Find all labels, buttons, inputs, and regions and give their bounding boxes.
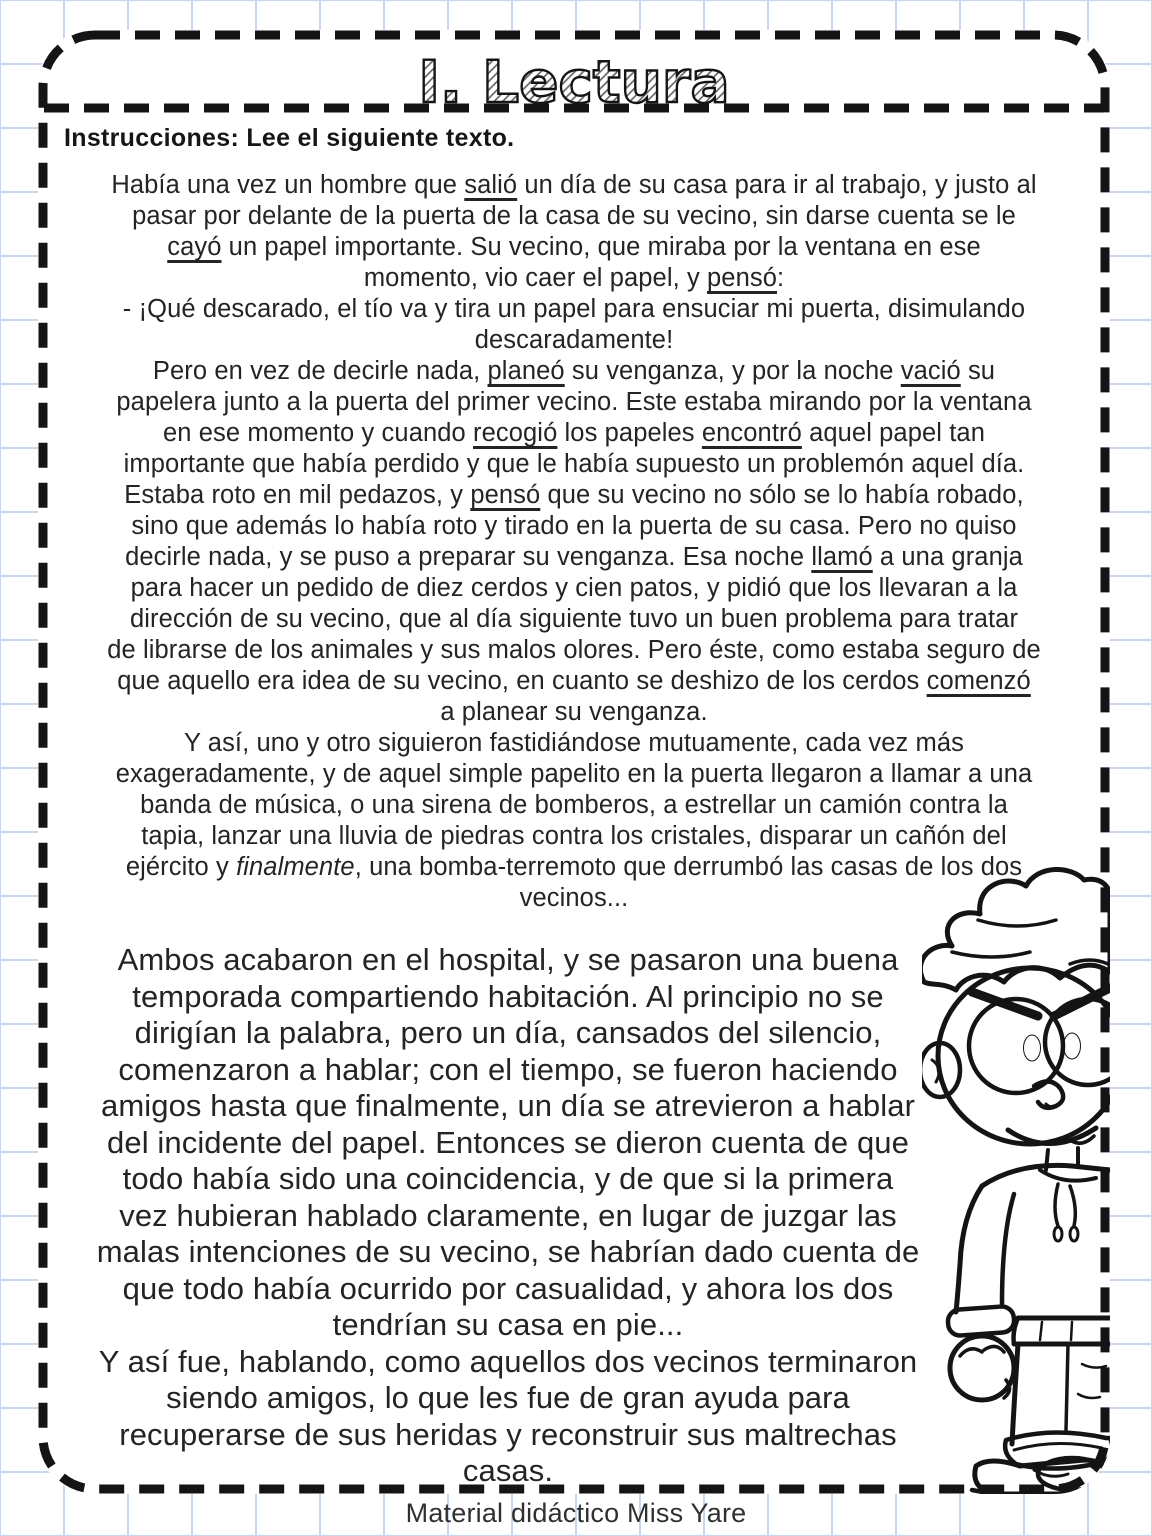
story-line: tapia, lanzar una lluvia de piedras contra los cristales, disparar un cañón del (141, 822, 1007, 850)
story-line: exageradamente, y de aquel simple papelito en la puerta llegaron a llamar a una (115, 760, 1033, 788)
story-line: malas intenciones de su vecino, se habrían dado cuenta de (96, 1234, 920, 1269)
story-line: descaradamente! (474, 326, 674, 354)
story-line: tendrían su casa en pie... (332, 1307, 684, 1342)
story-line: amigos hasta que finalmente, un día se atrevieron a hablar (100, 1088, 916, 1123)
story-line: recuperarse de sus heridas y reconstruir sus maltrechas (119, 1416, 897, 1452)
story-line: vecinos... (519, 884, 629, 912)
story-line: Pero en vez de decirle nada, planeó su venganza, y por la noche vació su (152, 357, 996, 385)
story-line: banda de música, o una sirena de bomberos, a estrellar un camión contra la (140, 791, 1008, 819)
title-band (38, 30, 1110, 116)
story-line: que todo había ocurrido por casualidad, y ahora los dos (122, 1270, 894, 1306)
instructions-label: Instrucciones: Lee el siguiente texto. (64, 124, 515, 152)
story-line: pasar por delante de la puerta de la casa de su vecino, sin darse cuenta se le (132, 202, 1016, 230)
story-line: todo había sido una coincidencia, y de que si la primera (122, 1161, 894, 1196)
story-line: sino que además lo había roto y tirado en la puerta de su casa. Pero no quiso (131, 512, 1017, 540)
story-line: vez hubieran hablado claramente, en lugar de juzgar las (119, 1197, 897, 1233)
story-line: casas. (462, 1453, 554, 1488)
page-title-text: I. Lectura (418, 48, 730, 116)
story-line: que aquello era idea de su vecino, en cuanto se deshizo de los cerdos comenzó (117, 667, 1031, 695)
story-paragraph-2 (66, 942, 950, 1490)
story-paragraph-1 (56, 170, 1092, 914)
story-line: ejército y finalmente, una bomba-terremoto que derrumbó las casas de los dos (125, 853, 1023, 881)
story-line: cayó un papel importante. Su vecino, que miraba por la ventana en ese (167, 233, 981, 261)
story-line: Había una vez un hombre que salió un día de su casa para ir al trabajo, y justo al (111, 171, 1037, 199)
story-line: papelera junto a la puerta del primer vecino. Este estaba mirando por la ventana (116, 388, 1032, 416)
story-line: siendo amigos, lo que les fue de gran ayuda para (166, 1380, 850, 1415)
angry-boy-illustration (922, 864, 1110, 1494)
story-line: de librarse de los animales y sus malos olores. Pero éste, como estaba seguro de (107, 636, 1041, 664)
story-line: dirección de su vecino, que al día siguiente tuvo un buen problema para tratar (129, 605, 1019, 633)
story-line: en ese momento y cuando recogió los papeles encontró aquel papel tan (163, 419, 985, 447)
story-line: - ¡Qué descarado, el tío va y tira un papel para ensuciar mi puerta, disimulando (122, 295, 1026, 323)
story-line: momento, vio caer el papel, y pensó: (363, 264, 785, 292)
story-line: a planear su venganza. (440, 698, 708, 726)
story-line: del incidente del papel. Entonces se dieron cuenta de que (107, 1124, 909, 1160)
story-line: importante que había perdido y que le había supuesto un problemón aquel día. (123, 450, 1025, 478)
story-line: comenzaron a hablar; con el tiempo, se fueron haciendo (118, 1051, 898, 1087)
story-line: Y así, uno y otro siguieron fastidiándose mutuamente, cada vez más (183, 729, 965, 757)
story-line: dirigían la palabra, pero un día, cansados del silencio, (134, 1015, 882, 1050)
footer-credit: Material didáctico Miss Yare (405, 1498, 747, 1528)
story-line: temporada compartiendo habitación. Al principio no se (132, 978, 884, 1014)
story-line: Y así fue, hablando, como aquellos dos vecinos terminaron (98, 1343, 918, 1379)
page-title (359, 40, 789, 120)
story-line: decirle nada, y se puso a preparar su venganza. Esa noche llamó a una granja (125, 543, 1023, 571)
story-line: Estaba roto en mil pedazos, y pensó que su vecino no sólo se lo había robado, (124, 481, 1024, 509)
story-line: para hacer un pedido de diez cerdos y cien patos, y pidió que los llevaran a la (130, 574, 1018, 602)
story-line: Ambos acabaron en el hospital, y se pasaron una buena (117, 942, 899, 977)
reading-sheet (38, 30, 1110, 1494)
